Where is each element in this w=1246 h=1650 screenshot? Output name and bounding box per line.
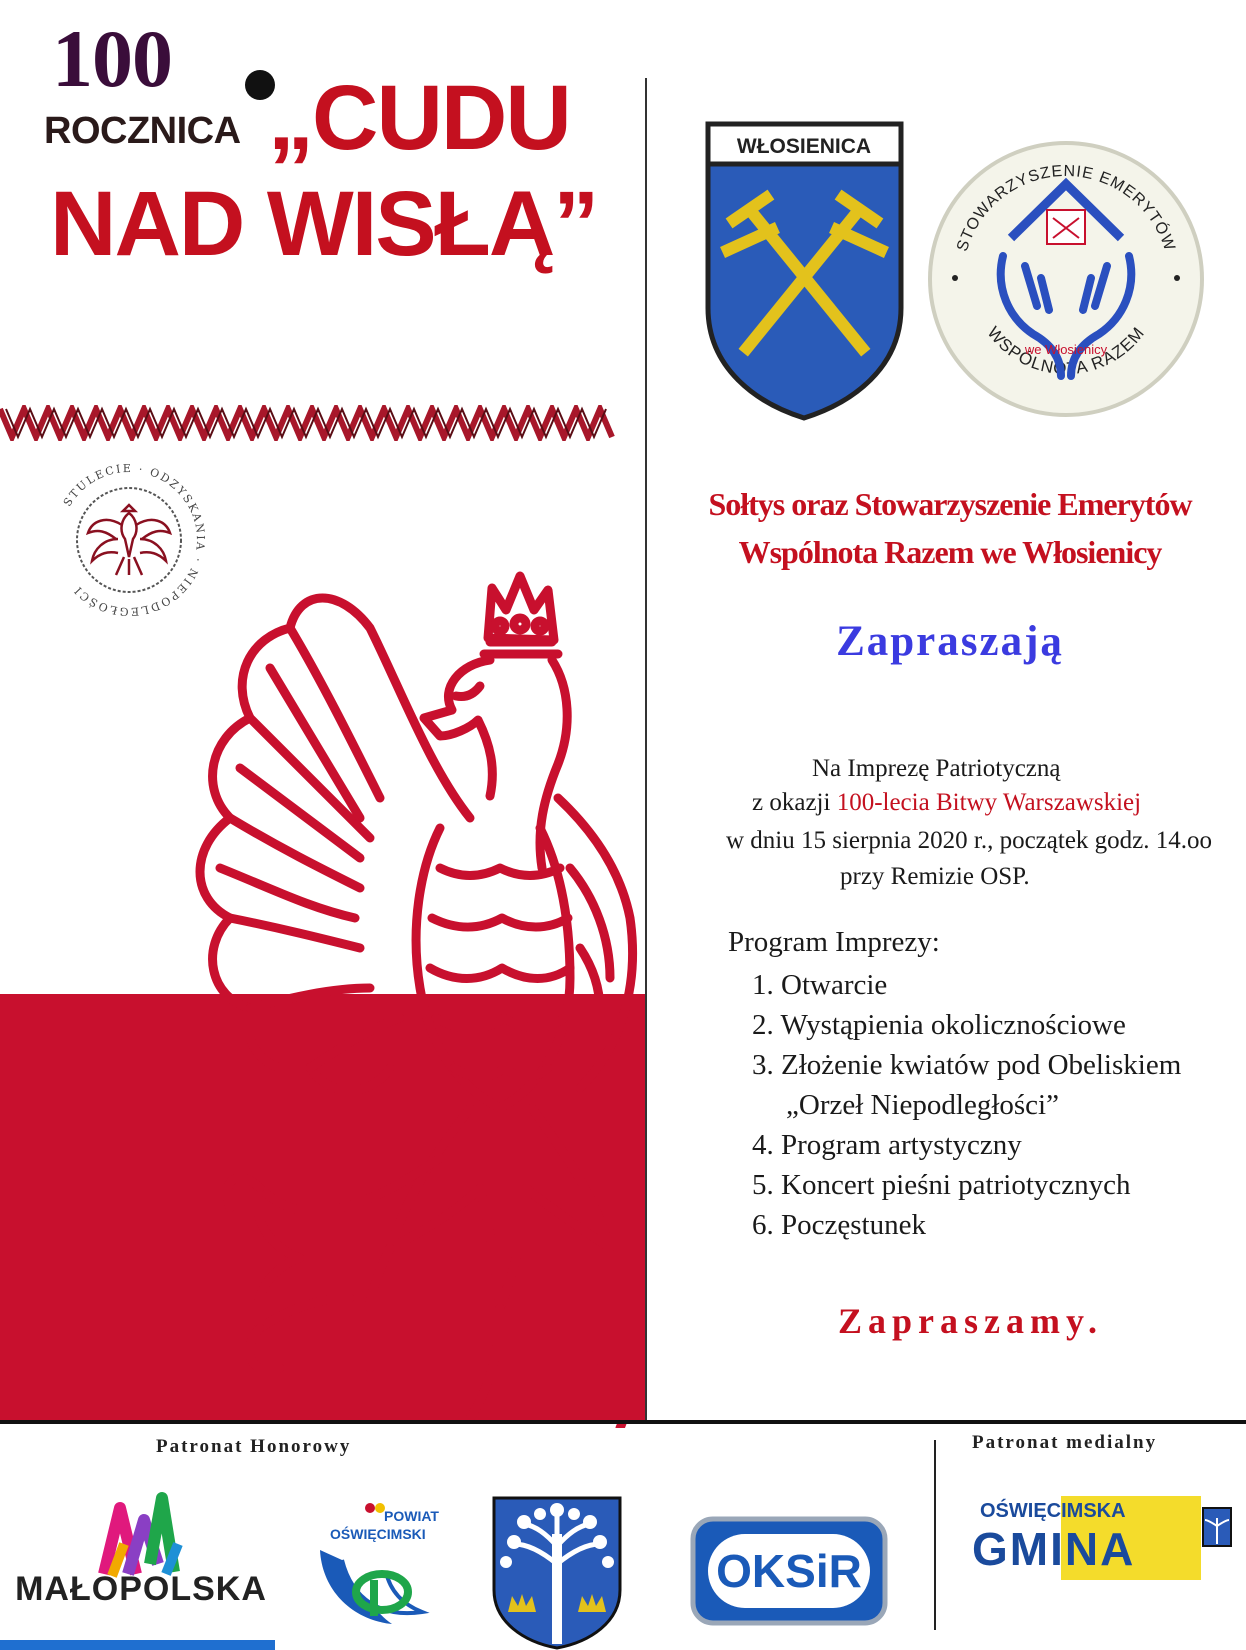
program-item-continuation: „Orzeł Niepodległości” <box>786 1089 1059 1121</box>
title-number: 100 <box>52 13 172 104</box>
invitation-line2-highlight: 100-lecia Bitwy Warszawskiej <box>836 789 1142 816</box>
program-list <box>752 965 1181 1245</box>
white-eagle-emblem <box>140 568 640 1428</box>
gmina-media-line2: GMINA <box>972 1523 1136 1575</box>
wlosienica-crest-logo <box>702 118 907 423</box>
malopolska-logo <box>8 1484 278 1650</box>
seal-ring-text: STULECIE · ODZYSKANIA · NIEPODLEGŁOŚCI <box>60 461 208 619</box>
stowarzyszenie-badge-logo <box>925 138 1207 420</box>
powiat-line2: OŚWIĘCIMSKI <box>330 1526 426 1542</box>
closing-text: Zapraszamy. <box>838 1301 1104 1341</box>
malopolska-wordmark: MAŁOPOLSKA <box>15 1570 267 1608</box>
footer-column-divider <box>934 1440 936 1630</box>
title-line2: NAD WISŁĄ” <box>50 173 598 275</box>
panel-divider <box>645 78 647 1420</box>
organizers-text <box>660 480 1240 576</box>
program-item: 2. Wystąpienia okolicznościowe <box>752 1009 1126 1041</box>
badge-bottom-text: WSPÓLNOTA RAZEM <box>983 323 1149 379</box>
program-item: 1. Otwarcie <box>752 969 888 1001</box>
oksir-logo <box>690 1516 888 1626</box>
crest-name: WŁOSIENICA <box>736 135 872 158</box>
program-item: 6. Poczęstunek <box>752 1209 926 1241</box>
program-item: 5. Koncert pieśni patriotycznych <box>752 1169 1131 1201</box>
decorative-zigzag-border <box>0 405 620 441</box>
powiat-line1: POWIAT <box>384 1508 439 1524</box>
program-item: 3. Złożenie kwiatów pod Obeliskiem <box>752 1049 1182 1081</box>
organizers-line1: Sołtys oraz Stowarzyszenie Emerytów <box>708 486 1192 522</box>
badge-top-text: STOWARZYSZENIE EMERYTÓW <box>954 162 1179 254</box>
invitation-place-line: przy Remizie OSP. <box>840 863 1030 890</box>
invitation-date-line: w dniu 15 sierpnia 2020 r., początek godz. 14.oo <box>726 827 1213 854</box>
media-patronage-label: Patronat medialny <box>972 1432 1158 1453</box>
footer-divider <box>0 1420 1246 1424</box>
organizers-line2: Wspólnota Razem we Włosienicy <box>738 534 1162 570</box>
malopolska-accent-bar <box>0 1640 275 1650</box>
gmina-media-line1: OŚWIĘCIMSKA <box>980 1500 1126 1522</box>
title-rocznica: ROCZNICA <box>44 110 241 152</box>
badge-mid-text: we Włosienicy <box>1024 342 1108 357</box>
title-line1: „CUDU <box>268 67 570 169</box>
invite-heading: Zapraszają <box>836 618 1064 665</box>
program-item: 4. Program artystyczny <box>752 1129 1022 1161</box>
invitation-line2-prefix: z okazji <box>752 789 837 816</box>
program-title: Program Imprezy: <box>728 926 940 958</box>
honorary-patronage-label: Patronat Honorowy <box>156 1436 352 1457</box>
oksir-wordmark: OKSiR <box>716 1545 862 1597</box>
gmina-crest-logo <box>490 1494 624 1650</box>
invitation-line1: Na Imprezę Patriotyczną <box>812 755 1061 782</box>
invitation-line2 <box>752 784 1141 822</box>
